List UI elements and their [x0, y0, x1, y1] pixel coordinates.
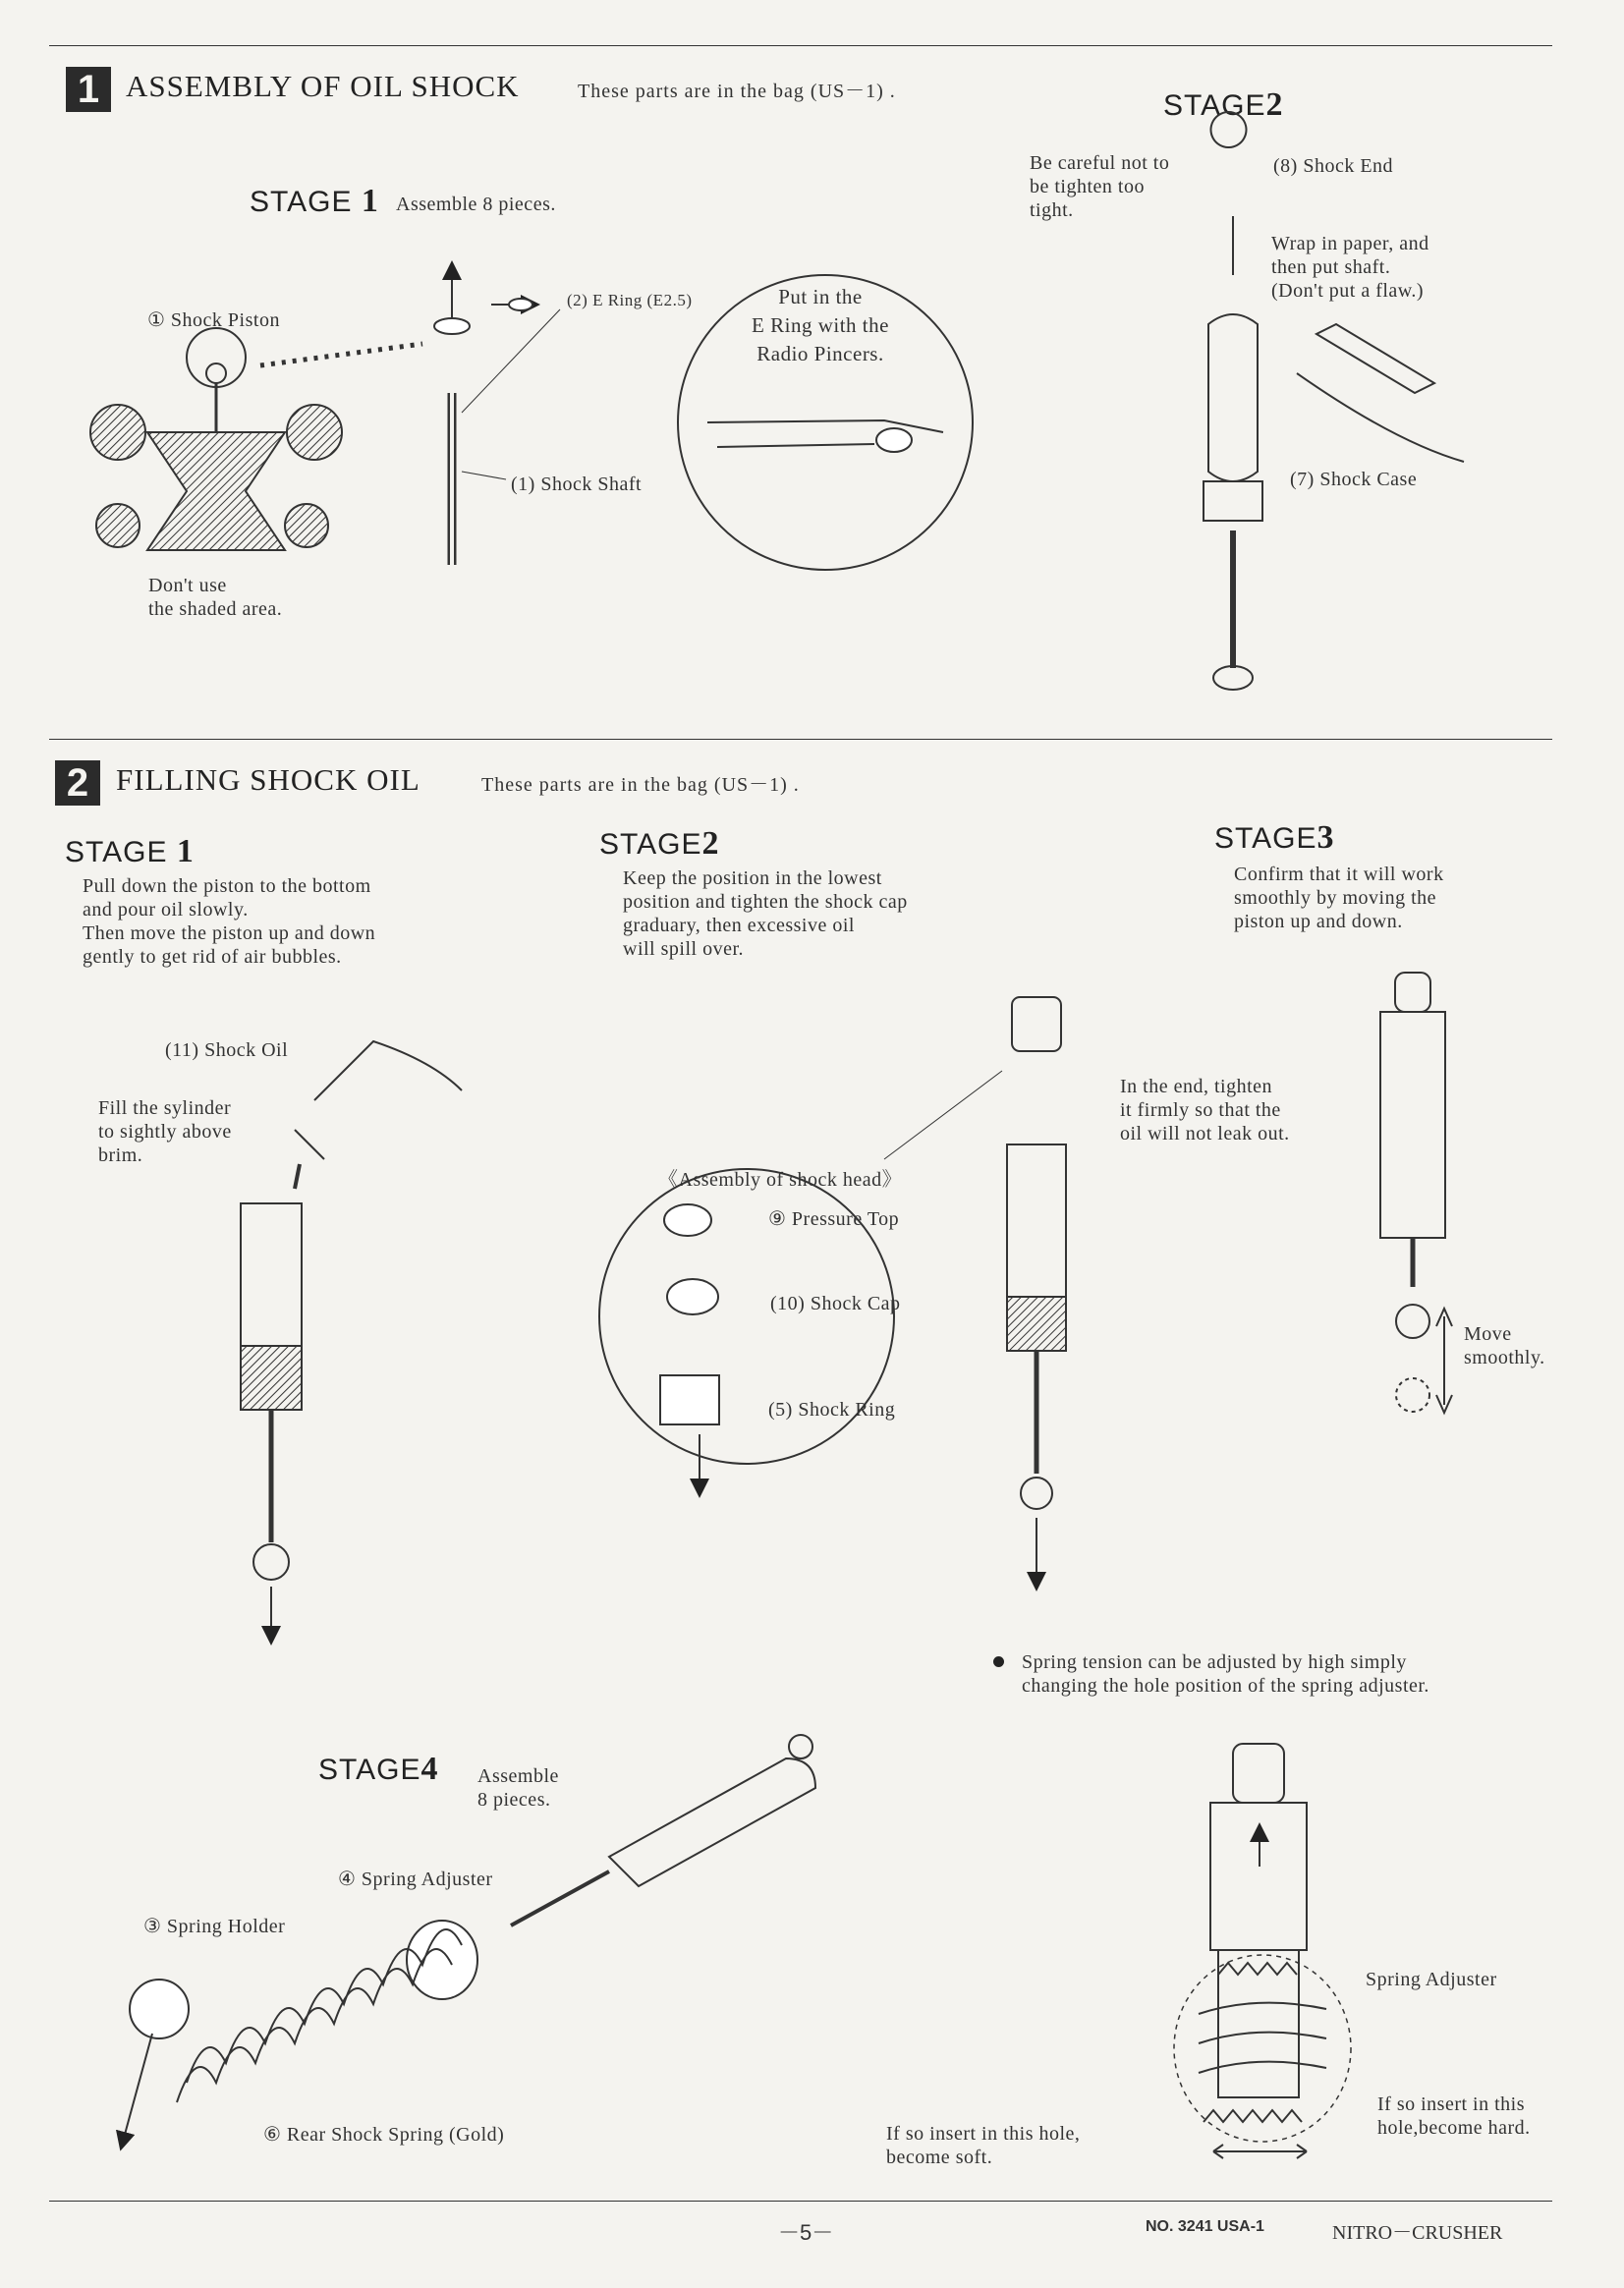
shock-shaft-label: (1) Shock Shaft: [511, 474, 643, 495]
careful-note: Be careful not to be tighten too tight.: [1030, 152, 1170, 221]
shock-end-label: (8) Shock End: [1273, 155, 1394, 177]
pincers-circle-text: Put in the E Ring with the Radio Pincers.: [752, 285, 889, 365]
radio-pincers-circle: [678, 275, 973, 570]
shock-head-assembly: [599, 997, 1066, 1582]
s2-stage4-note: Assemble 8 pieces.: [477, 1765, 559, 1811]
shock-case-illustration: [1204, 112, 1464, 690]
shock-piston-label: ① Shock Piston: [147, 309, 280, 331]
s2-stage3-text: Confirm that it will work smoothly by moving the piston up and down.: [1234, 864, 1444, 932]
s2-stage2-heading: STAGE2: [599, 825, 720, 862]
rear-shock-spring-label: ⑥ Rear Shock Spring (Gold): [263, 2124, 505, 2146]
adjuster-detail-label: Spring Adjuster: [1366, 1969, 1497, 1990]
shock-shaft-illustration: [434, 270, 560, 565]
shock-case-label: (7) Shock Case: [1290, 469, 1418, 490]
model-name: NITRO－CRUSHER: [1332, 2222, 1503, 2244]
pressure-top-label: ⑨ Pressure Top: [768, 1208, 900, 1230]
oil-filling-illustration: [241, 1041, 462, 1636]
piston-sprue-illustration: [90, 328, 422, 550]
s1-stage2-heading: STAGE2: [1163, 86, 1284, 123]
spring-holder-label: ③ Spring Holder: [143, 1916, 286, 1937]
spring-adjuster-detail: [1174, 1744, 1351, 2158]
smooth-shock-illustration: [1380, 973, 1452, 1413]
s2-stage1-text: Pull down the piston to the bottom and pour oil slowly. Then move the piston up and down gently to get rid of air bubbles.: [83, 875, 376, 968]
s1-stage1-heading: STAGE 1: [250, 183, 379, 219]
e-ring-label: (2) E Ring (E2.5): [567, 291, 693, 309]
hard-note: If so insert in this hole,become hard.: [1377, 2093, 1531, 2139]
wrap-note: Wrap in paper, and then put shaft. (Don't put a flaw.): [1271, 233, 1429, 302]
section-2-number: 2: [55, 760, 100, 806]
tighten-note: In the end, tighten it firmly so that the oil will not leak out.: [1120, 1076, 1290, 1144]
s2-stage3-heading: STAGE3: [1214, 819, 1335, 856]
s2-stage1-heading: STAGE 1: [65, 833, 195, 869]
s2-stage2-text: Keep the position in the lowest position and tighten the shock cap graduary, then excessive oil will spill over.: [623, 867, 908, 960]
s2-stage4-heading: STAGE4: [318, 1751, 439, 1787]
section-1-bag-note: These parts are in the bag (US－1) .: [578, 81, 896, 102]
soft-note: If so insert in this hole, become soft.: [886, 2123, 1081, 2168]
page-number: －5－: [778, 2220, 834, 2245]
shock-head-title: 《Assembly of shock head》: [658, 1169, 903, 1191]
spring-tension-note: Spring tension can be adjusted by high simply changing the hole position of the spring adjuster.: [1022, 1651, 1429, 1697]
section-2-title: FILLING SHOCK OIL: [116, 762, 420, 797]
shock-oil-label: (11) Shock Oil: [165, 1039, 289, 1061]
section-1-title: ASSEMBLY OF OIL SHOCK: [126, 69, 520, 103]
move-smoothly-label: Move smoothly.: [1464, 1323, 1545, 1368]
shock-ring-label: (5) Shock Ring: [768, 1399, 896, 1421]
spring-adjuster-label: ④ Spring Adjuster: [338, 1869, 493, 1890]
shaded-area-caution: Don't use the shaded area.: [148, 575, 283, 620]
section-1-number: 1: [66, 67, 111, 112]
s1-stage1-note: Assemble 8 pieces.: [396, 194, 556, 215]
section-2-bag-note: These parts are in the bag (US－1) .: [481, 774, 800, 796]
spring-assembly-illustration: [123, 1735, 815, 2142]
catalog-code: NO. 3241 USA-1: [1146, 2218, 1264, 2235]
fill-sylinder-note: Fill the sylinder to sightly above brim.: [98, 1097, 232, 1166]
shock-cap-label: (10) Shock Cap: [770, 1293, 901, 1314]
